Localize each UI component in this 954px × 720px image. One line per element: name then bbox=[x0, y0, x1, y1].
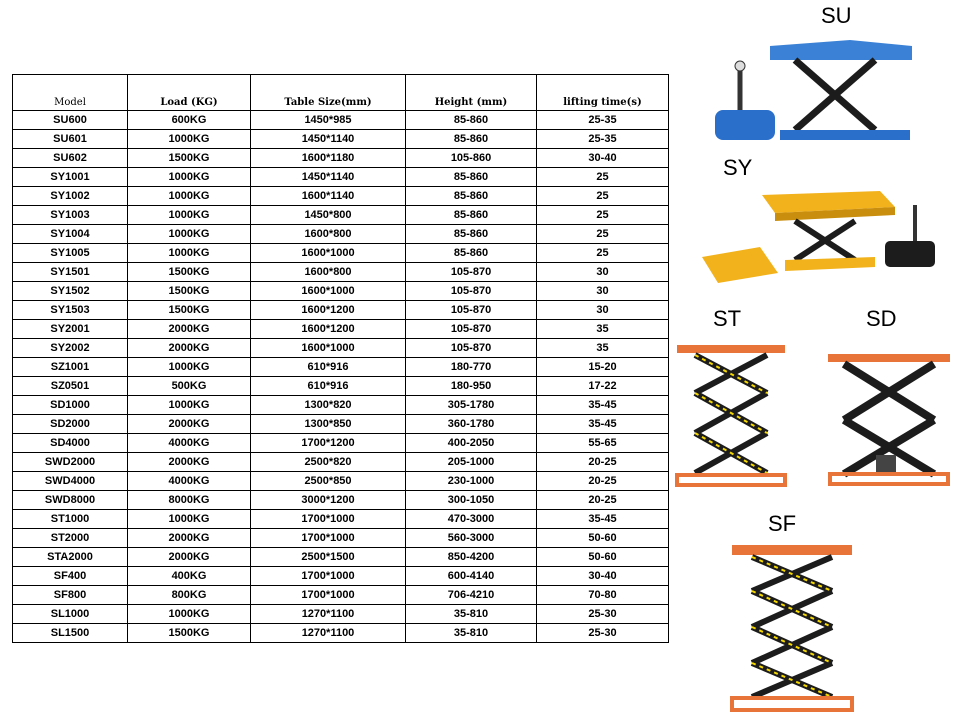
cell-load: 400KG bbox=[128, 567, 251, 586]
cell-height: 85-860 bbox=[406, 111, 537, 130]
cell-lifting-time: 15-20 bbox=[537, 358, 669, 377]
table-row bbox=[13, 187, 669, 206]
cell-model: SD2000 bbox=[13, 415, 128, 434]
cell-lifting-time: 30 bbox=[537, 301, 669, 320]
cell-height: 305-1780 bbox=[406, 396, 537, 415]
cell-table-size: 1600*1000 bbox=[251, 282, 406, 301]
st-platform bbox=[677, 345, 785, 353]
cell-load: 800KG bbox=[128, 586, 251, 605]
cell-lifting-time: 35-45 bbox=[537, 415, 669, 434]
su-base bbox=[780, 130, 910, 140]
table-row bbox=[13, 491, 669, 510]
cell-load: 4000KG bbox=[128, 434, 251, 453]
cell-model: SY1004 bbox=[13, 225, 128, 244]
cell-load: 2000KG bbox=[128, 415, 251, 434]
table-body bbox=[13, 111, 669, 643]
table-row bbox=[13, 529, 669, 548]
cell-lifting-time: 50-60 bbox=[537, 548, 669, 567]
cell-model: SL1000 bbox=[13, 605, 128, 624]
cell-height: 105-860 bbox=[406, 149, 537, 168]
sd-lift-image bbox=[826, 350, 952, 490]
cell-lifting-time: 35-45 bbox=[537, 510, 669, 529]
table-row bbox=[13, 225, 669, 244]
cell-load: 500KG bbox=[128, 377, 251, 396]
cell-load: 2000KG bbox=[128, 548, 251, 567]
cell-table-size: 2500*820 bbox=[251, 453, 406, 472]
cell-model: SD1000 bbox=[13, 396, 128, 415]
cell-model: SWD4000 bbox=[13, 472, 128, 491]
cell-lifting-time: 70-80 bbox=[537, 586, 669, 605]
cell-table-size: 1600*1000 bbox=[251, 244, 406, 263]
cell-height: 360-1780 bbox=[406, 415, 537, 434]
su-power-unit bbox=[715, 110, 775, 140]
cell-load: 600KG bbox=[128, 111, 251, 130]
cell-table-size: 1600*1140 bbox=[251, 187, 406, 206]
table-row bbox=[13, 111, 669, 130]
label-st: ST bbox=[713, 306, 742, 331]
cell-model: SU601 bbox=[13, 130, 128, 149]
header-height: Height (mm) bbox=[406, 75, 537, 111]
cell-height: 850-4200 bbox=[406, 548, 537, 567]
cell-lifting-time: 17-22 bbox=[537, 377, 669, 396]
sy-power-unit bbox=[885, 241, 935, 267]
table-row bbox=[13, 472, 669, 491]
table-row bbox=[13, 415, 669, 434]
header-table-size: Table Size(mm) bbox=[251, 75, 406, 111]
table-row bbox=[13, 624, 669, 643]
su-platform-top bbox=[770, 40, 912, 60]
cell-height: 230-1000 bbox=[406, 472, 537, 491]
cell-load: 1500KG bbox=[128, 624, 251, 643]
su-pendant-icon bbox=[735, 61, 745, 71]
cell-lifting-time: 25 bbox=[537, 168, 669, 187]
cell-model: SY1001 bbox=[13, 168, 128, 187]
cell-load: 2000KG bbox=[128, 453, 251, 472]
table-row bbox=[13, 130, 669, 149]
cell-height: 205-1000 bbox=[406, 453, 537, 472]
cell-model: SY1503 bbox=[13, 301, 128, 320]
cell-load: 2000KG bbox=[128, 320, 251, 339]
cell-model: SL1500 bbox=[13, 624, 128, 643]
table-row bbox=[13, 339, 669, 358]
cell-table-size: 1600*1000 bbox=[251, 339, 406, 358]
cell-model: STA2000 bbox=[13, 548, 128, 567]
cell-table-size: 2500*850 bbox=[251, 472, 406, 491]
cell-lifting-time: 35 bbox=[537, 320, 669, 339]
sd-base bbox=[830, 474, 948, 484]
cell-model: SY1501 bbox=[13, 263, 128, 282]
cell-load: 1500KG bbox=[128, 149, 251, 168]
cell-model: SWD8000 bbox=[13, 491, 128, 510]
cell-load: 1000KG bbox=[128, 206, 251, 225]
cell-height: 180-770 bbox=[406, 358, 537, 377]
cell-lifting-time: 25 bbox=[537, 206, 669, 225]
cell-height: 300-1050 bbox=[406, 491, 537, 510]
cell-model: SY1003 bbox=[13, 206, 128, 225]
table-row bbox=[13, 377, 669, 396]
cell-load: 2000KG bbox=[128, 529, 251, 548]
cell-lifting-time: 25 bbox=[537, 244, 669, 263]
label-sf: SF bbox=[768, 511, 797, 536]
sf-lift-image bbox=[728, 543, 856, 715]
cell-table-size: 1450*800 bbox=[251, 206, 406, 225]
cell-table-size: 1700*1000 bbox=[251, 529, 406, 548]
cell-model: SD4000 bbox=[13, 434, 128, 453]
cell-load: 1500KG bbox=[128, 282, 251, 301]
cell-height: 85-860 bbox=[406, 168, 537, 187]
table-row bbox=[13, 301, 669, 320]
cell-load: 1000KG bbox=[128, 605, 251, 624]
table-row bbox=[13, 567, 669, 586]
cell-height: 35-810 bbox=[406, 624, 537, 643]
cell-height: 470-3000 bbox=[406, 510, 537, 529]
cell-table-size: 1270*1100 bbox=[251, 605, 406, 624]
cell-height: 105-870 bbox=[406, 339, 537, 358]
cell-lifting-time: 20-25 bbox=[537, 491, 669, 510]
cell-model: SY2002 bbox=[13, 339, 128, 358]
cell-load: 8000KG bbox=[128, 491, 251, 510]
cell-height: 85-860 bbox=[406, 130, 537, 149]
table-row bbox=[13, 510, 669, 529]
cell-height: 400-2050 bbox=[406, 434, 537, 453]
sf-scissor-stack bbox=[752, 557, 832, 697]
cell-load: 1000KG bbox=[128, 358, 251, 377]
cell-height: 85-860 bbox=[406, 187, 537, 206]
cell-model: SY1005 bbox=[13, 244, 128, 263]
sy-ramp bbox=[702, 247, 778, 283]
su-lift-image bbox=[700, 30, 915, 155]
cell-lifting-time: 30-40 bbox=[537, 149, 669, 168]
table-row bbox=[13, 149, 669, 168]
cell-table-size: 3000*1200 bbox=[251, 491, 406, 510]
table-row bbox=[13, 244, 669, 263]
cell-table-size: 1270*1100 bbox=[251, 624, 406, 643]
cell-table-size: 1700*1200 bbox=[251, 434, 406, 453]
cell-load: 4000KG bbox=[128, 472, 251, 491]
cell-table-size: 1700*1000 bbox=[251, 586, 406, 605]
cell-model: SZ0501 bbox=[13, 377, 128, 396]
cell-model: ST2000 bbox=[13, 529, 128, 548]
table-row bbox=[13, 263, 669, 282]
cell-load: 1000KG bbox=[128, 130, 251, 149]
sf-base bbox=[732, 698, 852, 710]
cell-table-size: 610*916 bbox=[251, 358, 406, 377]
header-load: Load (KG) bbox=[128, 75, 251, 111]
table-row bbox=[13, 358, 669, 377]
header-model: Model bbox=[13, 75, 128, 111]
spec-table bbox=[12, 74, 669, 643]
header-lifting-time: lifting time(s) bbox=[537, 75, 669, 111]
cell-load: 1000KG bbox=[128, 396, 251, 415]
cell-table-size: 1600*1200 bbox=[251, 301, 406, 320]
cell-load: 2000KG bbox=[128, 339, 251, 358]
cell-model: ST1000 bbox=[13, 510, 128, 529]
table-row bbox=[13, 396, 669, 415]
cell-height: 85-860 bbox=[406, 206, 537, 225]
label-su: SU bbox=[821, 3, 852, 28]
cell-load: 1000KG bbox=[128, 187, 251, 206]
cell-height: 105-870 bbox=[406, 301, 537, 320]
cell-model: SF400 bbox=[13, 567, 128, 586]
cell-model: SU600 bbox=[13, 111, 128, 130]
cell-table-size: 1450*1140 bbox=[251, 130, 406, 149]
cell-height: 105-870 bbox=[406, 263, 537, 282]
cell-lifting-time: 35 bbox=[537, 339, 669, 358]
table-row bbox=[13, 320, 669, 339]
label-sd: SD bbox=[866, 306, 897, 331]
sy-lift-image bbox=[700, 185, 940, 285]
cell-table-size: 1600*800 bbox=[251, 263, 406, 282]
cell-table-size: 1450*985 bbox=[251, 111, 406, 130]
label-sy: SY bbox=[723, 155, 753, 180]
cell-table-size: 1600*1200 bbox=[251, 320, 406, 339]
cell-lifting-time: 30-40 bbox=[537, 567, 669, 586]
cell-table-size: 1700*1000 bbox=[251, 510, 406, 529]
cell-lifting-time: 30 bbox=[537, 263, 669, 282]
table-row bbox=[13, 168, 669, 187]
st-base bbox=[677, 475, 785, 485]
table-row bbox=[13, 434, 669, 453]
table-row bbox=[13, 206, 669, 225]
cell-load: 1000KG bbox=[128, 168, 251, 187]
table-row bbox=[13, 586, 669, 605]
sf-hazard-stripes bbox=[752, 557, 832, 697]
cell-model: SY2001 bbox=[13, 320, 128, 339]
cell-lifting-time: 30 bbox=[537, 282, 669, 301]
cell-height: 706-4210 bbox=[406, 586, 537, 605]
cell-table-size: 1300*820 bbox=[251, 396, 406, 415]
cell-model: SY1002 bbox=[13, 187, 128, 206]
cell-lifting-time: 25 bbox=[537, 225, 669, 244]
cell-height: 180-950 bbox=[406, 377, 537, 396]
cell-lifting-time: 55-65 bbox=[537, 434, 669, 453]
cell-height: 85-860 bbox=[406, 244, 537, 263]
table-row bbox=[13, 282, 669, 301]
cell-model: SY1502 bbox=[13, 282, 128, 301]
cell-lifting-time: 50-60 bbox=[537, 529, 669, 548]
cell-table-size: 1300*850 bbox=[251, 415, 406, 434]
cell-table-size: 2500*1500 bbox=[251, 548, 406, 567]
cell-lifting-time: 25-30 bbox=[537, 605, 669, 624]
cell-model: SWD2000 bbox=[13, 453, 128, 472]
table-row bbox=[13, 605, 669, 624]
cell-lifting-time: 35-45 bbox=[537, 396, 669, 415]
cell-height: 85-860 bbox=[406, 225, 537, 244]
cell-model: SF800 bbox=[13, 586, 128, 605]
cell-table-size: 1700*1000 bbox=[251, 567, 406, 586]
cell-lifting-time: 25 bbox=[537, 187, 669, 206]
cell-table-size: 1600*1180 bbox=[251, 149, 406, 168]
cell-height: 560-3000 bbox=[406, 529, 537, 548]
cell-table-size: 610*916 bbox=[251, 377, 406, 396]
cell-height: 600-4140 bbox=[406, 567, 537, 586]
cell-load: 1000KG bbox=[128, 510, 251, 529]
cell-model: SZ1001 bbox=[13, 358, 128, 377]
cell-load: 1500KG bbox=[128, 301, 251, 320]
cell-load: 1000KG bbox=[128, 225, 251, 244]
cell-lifting-time: 25-30 bbox=[537, 624, 669, 643]
cell-height: 35-810 bbox=[406, 605, 537, 624]
cell-lifting-time: 25-35 bbox=[537, 111, 669, 130]
cell-height: 105-870 bbox=[406, 320, 537, 339]
cell-load: 1500KG bbox=[128, 263, 251, 282]
cell-lifting-time: 20-25 bbox=[537, 453, 669, 472]
table-header-row bbox=[13, 75, 669, 111]
cell-model: SU602 bbox=[13, 149, 128, 168]
cell-table-size: 1450*1140 bbox=[251, 168, 406, 187]
cell-lifting-time: 25-35 bbox=[537, 130, 669, 149]
table-row bbox=[13, 453, 669, 472]
cell-lifting-time: 20-25 bbox=[537, 472, 669, 491]
table-row bbox=[13, 548, 669, 567]
cell-height: 105-870 bbox=[406, 282, 537, 301]
st-lift-image bbox=[675, 343, 787, 491]
cell-load: 1000KG bbox=[128, 244, 251, 263]
sf-platform bbox=[732, 545, 852, 555]
cell-table-size: 1600*800 bbox=[251, 225, 406, 244]
